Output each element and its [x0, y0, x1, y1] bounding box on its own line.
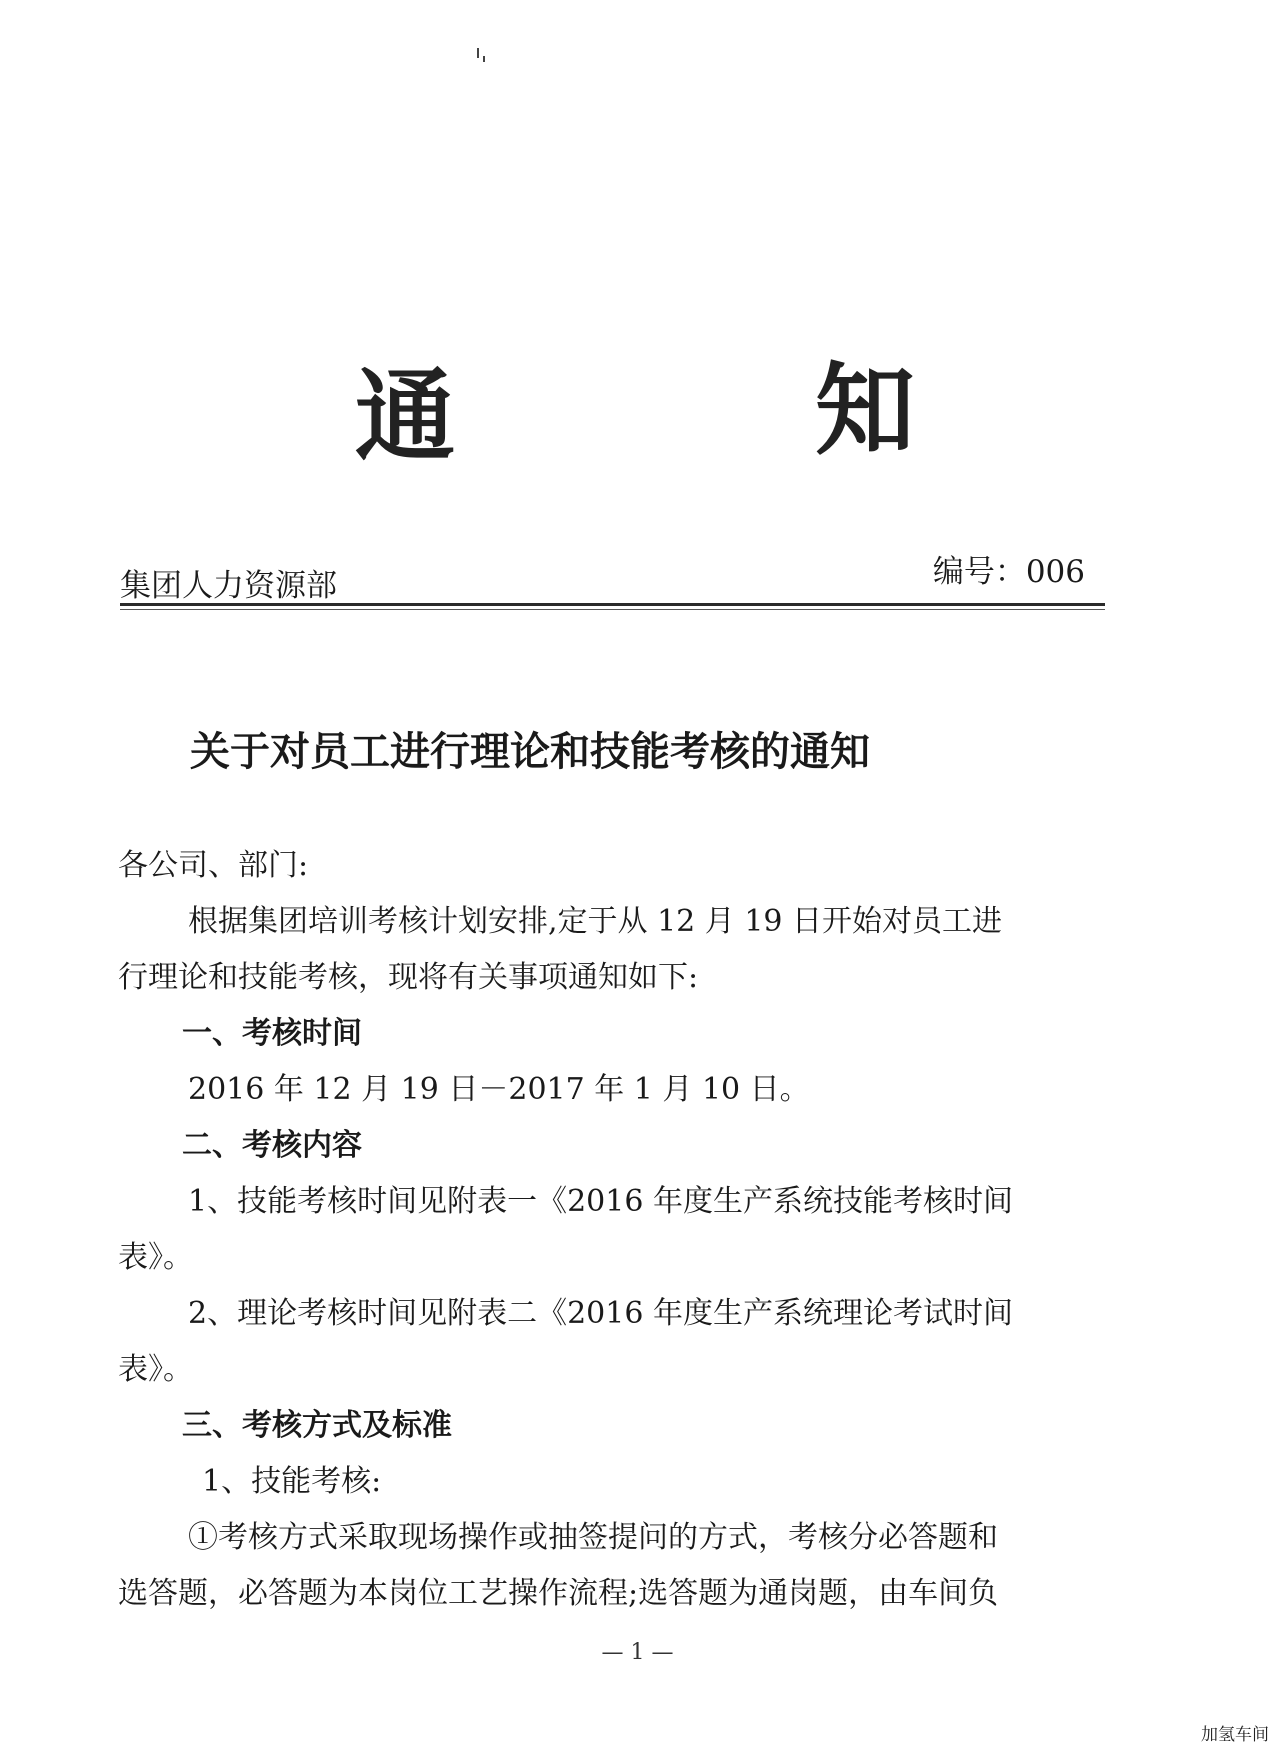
section-2-item-1-line-1: 1、技能考核时间见附表一《2016 年度生产系统技能考核时间	[188, 1184, 1013, 1219]
page-number: — 1 —	[601, 1640, 674, 1665]
document-number: 编号：006	[932, 554, 1085, 590]
heading-char-1: 通	[355, 357, 455, 475]
section-2-item-2-line-1: 2、理论考核时间见附表二《2016 年度生产系统理论考试时间	[188, 1296, 1013, 1331]
section-3-sub-1: 1、技能考核:	[202, 1464, 382, 1499]
section-1-heading: 一、考核时间	[182, 1016, 362, 1051]
salutation: 各公司、部门:	[118, 848, 309, 883]
issuer-department: 集团人力资源部	[120, 568, 337, 604]
meta-row	[120, 555, 1105, 605]
section-3-heading: 三、考核方式及标准	[182, 1408, 452, 1443]
document-title: 关于对员工进行理论和技能考核的通知	[190, 728, 870, 775]
section-2-heading: 二、考核内容	[182, 1128, 362, 1163]
document-body	[118, 838, 1098, 1622]
scan-speck	[477, 48, 479, 58]
section-1-text: 2016 年 12 月 19 日－2017 年 1 月 10 日。	[188, 1072, 810, 1107]
header-divider-thin	[120, 609, 1105, 610]
intro-line-1: 根据集团培训考核计划安排,定于从 12 月 19 日开始对员工进	[188, 904, 1003, 939]
heading-char-2: 知	[815, 351, 915, 469]
section-3-para-line-1: ①考核方式采取现场操作或抽签提问的方式，考核分必答题和	[188, 1520, 998, 1555]
section-2-item-2-line-2: 表》。	[118, 1352, 193, 1387]
intro-line-2: 行理论和技能考核，现将有关事项通知如下:	[118, 960, 699, 995]
section-3-para-line-2: 选答题，必答题为本岗位工艺操作流程;选答题为通岗题，由车间负	[118, 1576, 999, 1611]
section-2-item-1-line-2: 表》。	[118, 1240, 193, 1275]
corner-label: 加氢车间	[1201, 1725, 1269, 1745]
scan-speck	[483, 56, 485, 62]
notice-heading	[355, 330, 915, 474]
header-divider	[120, 603, 1105, 606]
